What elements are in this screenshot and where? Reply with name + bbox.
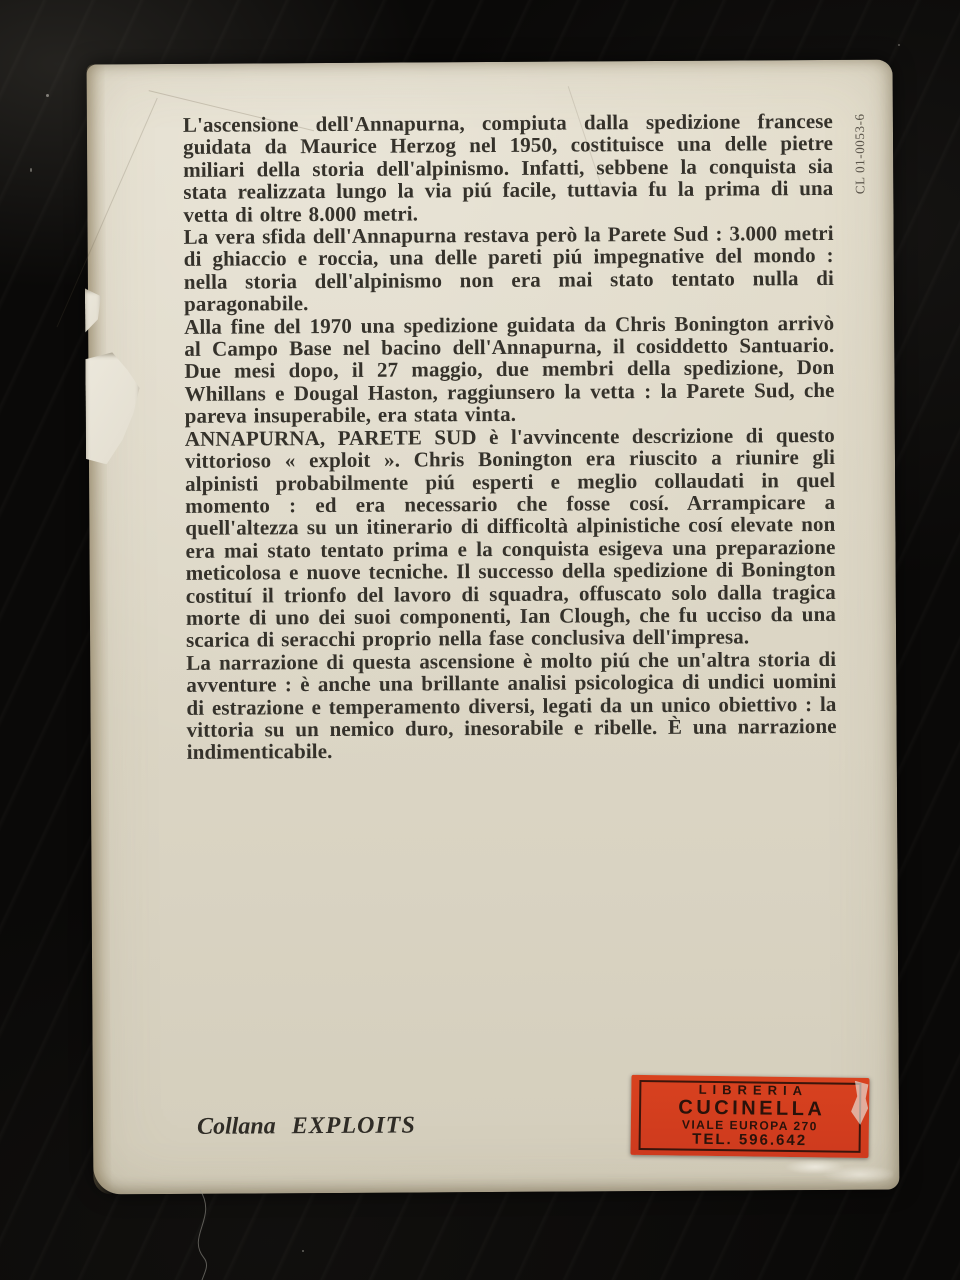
series-label-prefix: Collana [196, 1113, 276, 1140]
catalog-code: CL 01-0053-6 [851, 113, 868, 195]
back-cover-blurb [183, 110, 837, 764]
hair-fiber [178, 1188, 268, 1280]
series-label [197, 1112, 416, 1140]
sticker-address: VIALE EUROPA 270 [681, 1117, 818, 1134]
blurb-paragraph: L'ascensione dell'Annapurna, compiuta dalla spedizione francese guidata da Maurice Herzog nel 1950, costituisce una delle pietre miliari della storia dell'alpinismo. Infatti, sebbene la conquista sia stata realizzata lungo la via piú facile, tuttavia fu la prima di una vetta di oltre 8.000 metri. [182, 108, 834, 227]
dust-speck [898, 44, 900, 46]
sticker-phone: TEL. 596.642 [692, 1131, 808, 1150]
sticker-shop-type: LIBRERIA [698, 1081, 809, 1099]
sticker-shop-name: CUCINELLA [678, 1096, 826, 1121]
page-edge-shading [87, 64, 112, 1194]
bookshop-sticker [630, 1075, 869, 1158]
scuff-mark [781, 1154, 893, 1187]
blurb-paragraph: Alla fine del 1970 una spedizione guidata da Chris Bonington arrivò al Campo Base nel bacino dell'Annapurna, il cosiddetto Santuario. Due mesi dopo, il 27 maggio, due membri della spedizione, Don Whillans e Dougal Haston, raggiunsero la vetta : la Parete Sud, che pareva insuperabile, era stata vinta. [184, 310, 835, 429]
torn-paper-chip [85, 352, 140, 464]
dust-speck [30, 168, 32, 172]
blurb-paragraph: La narrazione di questa ascensione è molto piú che un'altra storia di avventure : è anche una brillante analisi psicologica di undici uomini di estrazione e temperamento diversi, legati da un unico obiettivo : la vittoria su un nemico duro, inesorabile e ribelle. È una narrazione indimenticabile. [186, 646, 837, 765]
blurb-paragraph: La vera sfida dell'Annapurna restava però la Parete Sud : 3.000 metri di ghiaccio e roccia, una delle pareti piú impegnative del mondo : nella storia dell'alpinismo non era mai stato tentato nulla di paragonabile. [183, 220, 834, 317]
blurb-paragraph: ANNAPURNA, PARETE SUD è l'avvincente descrizione di questo vittorioso « exploit ». Chris Bonington era riuscito a riunire gli alpinisti probabilmente piú esperti e meglio collaudati in quel momento : ed era necessario che fosse cosí. Arrampicare a quell'altezza su un itinerario di difficoltà alpinistiche cosí elevate non era mai stato tentato prima e la conquista esigeva una preparazione meticolosa e nuove tecniche. Il successo della spedizione di Bonington costituí il trionfo del lavoro di squadra, offuscato solo dalla tragica morte di uno dei suoi componenti, Ian Clough, che fu ucciso da una scarica di seracchi proprio nella fase conclusiva dell'impresa. [184, 422, 836, 653]
dust-speck [302, 1250, 304, 1252]
paper-crease [57, 98, 158, 327]
book-back-cover [87, 60, 900, 1195]
dust-speck [46, 94, 49, 97]
series-label-name: EXPLOITS [291, 1112, 416, 1140]
bookshop-sticker-frame [639, 1080, 862, 1153]
